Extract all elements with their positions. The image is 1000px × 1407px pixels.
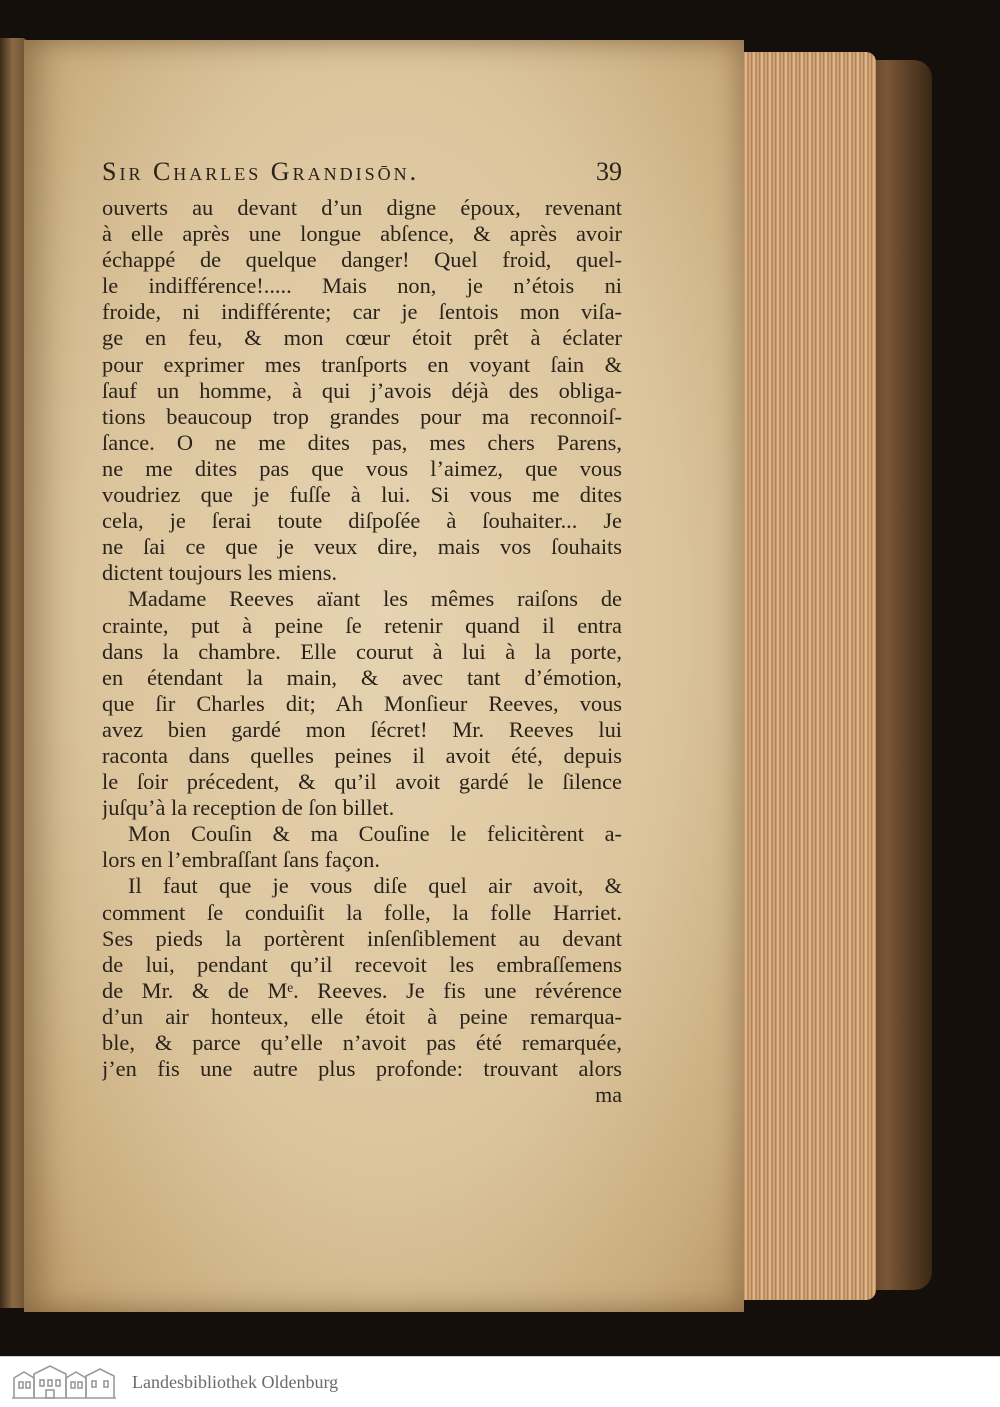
text-line: ouverts au devant d’un digne époux, revenant [102,195,622,220]
text-line: échappé de quelque danger! Quel froid, quel- [102,247,622,273]
text-line: pour exprimer mes tranſports en voyant ſain & [102,351,622,377]
text-line: avez bien gardé mon ſécret! Mr. Reeves lui [102,716,622,742]
footer-bar [0,1356,1000,1407]
running-header [102,157,622,195]
catchword: ma [595,1082,622,1108]
text-line: lors en l’embraſſant ſans façon. [102,847,380,873]
page-text [102,157,622,1108]
text-line: ne me dites pas que vous l’aimez, que vous [102,455,622,481]
text-line: de Mr. & de Mᵉ. Reeves. Je fis une révérence [102,977,622,1003]
page-number: 39 [596,157,622,186]
text-line: j’en fis une autre plus profonde: trouvant alors [102,1056,622,1082]
text-line: Ses pieds la portèrent inſenſiblement au devant [102,925,622,951]
text-line: de lui, pendant qu’il recevoit les embraſſemens [102,951,622,977]
text-line: Madame Reeves aïant les mêmes raiſons de [128,586,622,612]
text-line: en étendant la main, & avec tant d’émotion, [102,664,622,690]
text-line: raconta dans quelles peines il avoit été, depuis [102,742,622,768]
text-line: froide, ni indifférente; car je ſentois mon viſa- [102,299,622,325]
text-line: dans la chambre. Elle courut à lui à la porte, [102,638,622,664]
text-line: tions beaucoup trop grandes pour ma reconnoiſ- [102,403,622,429]
text-line: ſauf un homme, à qui j’avois déjà des obliga- [102,377,622,403]
text-line: ble, & parce qu’elle n’avoit pas été remarquée, [102,1030,622,1055]
text-line: le indifférence!..... Mais non, je n’étois ni [102,273,622,299]
library-name: Landesbibliothek Oldenburg [132,1371,339,1392]
text-line: à elle après une longue abſence, & après avoir [102,221,622,247]
text-line: Mon Couſin & ma Couſine le felicitèrent a- [128,821,622,847]
body-text [102,195,622,1082]
text-line: que ſir Charles dit; Ah Monſieur Reeves, vous [102,690,622,716]
running-title: Sir Charles Grandisōn. [102,157,420,186]
text-line: ſance. O ne me dites pas, mes chers Parens, [102,429,622,455]
text-line: cela, je ſerai toute diſpoſée à ſouhaiter... Je [102,508,622,534]
text-line: voudriez que je fuſſe à lui. Si vous me dites [102,482,622,508]
text-line: dictent toujours les miens. [102,560,338,586]
library-building-icon [10,1364,120,1400]
text-line: ge en feu, & mon cœur étoit prêt à éclater [102,325,622,351]
text-line: Il faut que je vous diſe quel air avoit, & [128,873,622,899]
text-line: crainte, put à peine ſe retenir quand il entra [102,612,622,638]
text-line: comment ſe conduiſit la folle, la folle Harriet. [102,899,622,925]
page-fore-edge [728,52,876,1300]
text-line: juſqu’à la reception de ſon billet. [102,795,395,821]
text-line: ne ſai ce que je veux dire, mais vos ſouhaits [102,534,622,560]
text-line: le ſoir précedent, & qu’il avoit gardé le ſilence [102,769,622,795]
text-line: d’un air honteux, elle étoit à peine remarqua- [102,1003,622,1029]
